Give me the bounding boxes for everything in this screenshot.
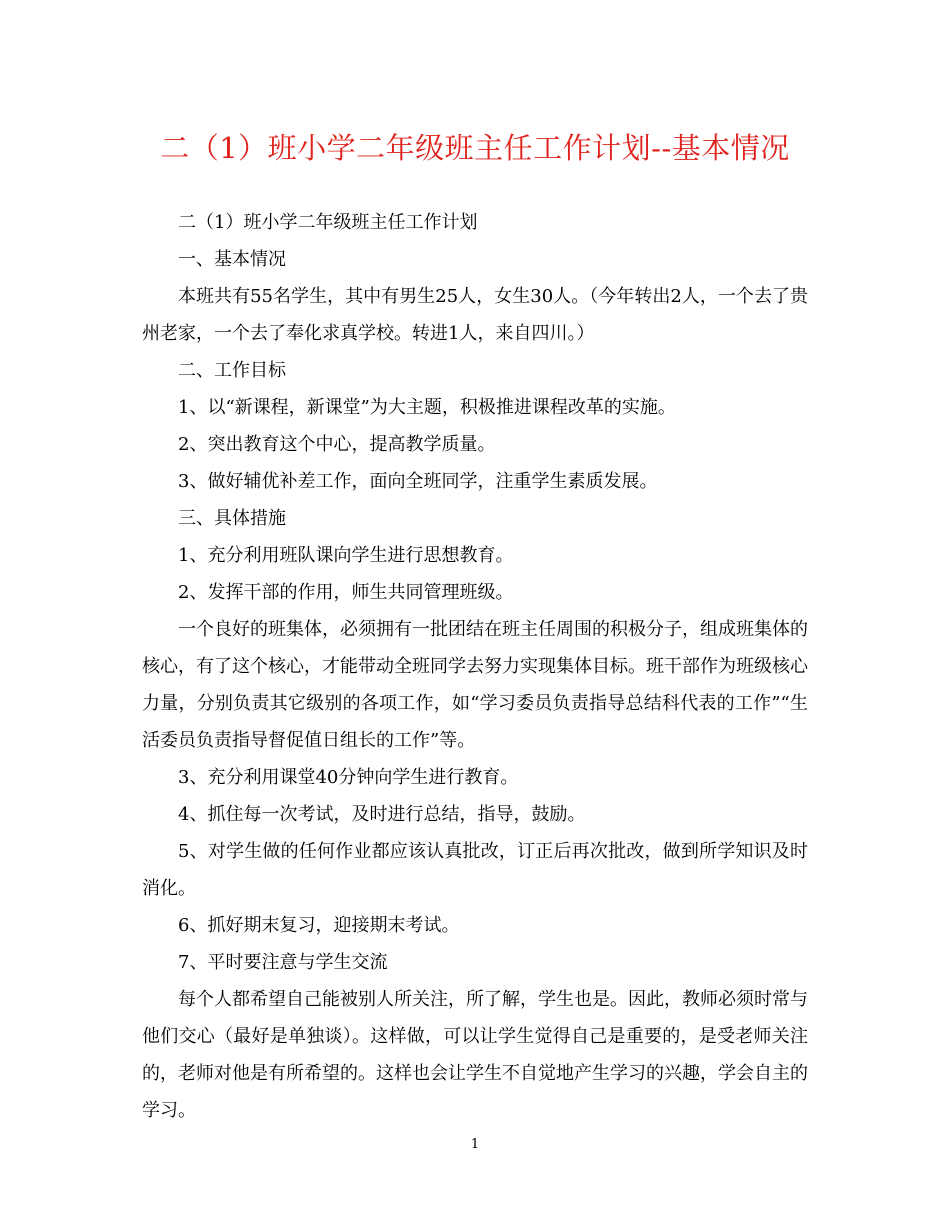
heading-basic-situation: 一、基本情况 — [178, 249, 286, 270]
goal-item-3: 3、做好辅优补差工作，面向全班同学，注重学生素质发展。 — [178, 471, 658, 492]
paragraph-subtitle: 二（1）班小学二年级班主任工作计划 — [178, 212, 478, 233]
paragraph-communication: 每个人都希望自己能被别人所关注，所了解，学生也是。因此，教师必须时常与他们交心（最好是单独谈）。这样做，可以让学生觉得自己是重要的，是受老师关注的，老师对他是有所希望的。这样也会让学生不自觉地产生学习的兴趣，学会自主的学习。 — [142, 989, 808, 1121]
page-number: 1 — [470, 1137, 480, 1152]
measure-item-5: 5、对学生做的任何作业都应该认真批改，订正后再次批改，做到所学知识及时消化。 — [142, 841, 808, 899]
measure-item-6: 6、抓好期末复习，迎接期末考试。 — [178, 915, 460, 936]
heading-specific-measures: 三、具体措施 — [178, 508, 286, 529]
paragraph-class-info: 本班共有55名学生，其中有男生25人，女生30人。（今年转出2人，一个去了贵州老家，一个去了奉化求真学校。转进1人，来自四川。） — [142, 286, 808, 344]
heading-work-goals: 二、工作目标 — [178, 360, 286, 381]
goal-item-2: 2、突出教育这个中心，提高教学质量。 — [178, 434, 496, 455]
document-body — [142, 204, 808, 1129]
paragraph-class-cadre: 一个良好的班集体，必须拥有一批团结在班主任周围的积极分子，组成班集体的核心，有了这个核心，才能带动全班同学去努力实现集体目标。班干部作为班级核心力量，分别负责其它级别的各项工作，如“学习委员负责指导总结科代表的工作”“生活委员负责指导督促值日组长的工作”等。 — [142, 619, 808, 751]
measure-item-3: 3、充分利用课堂40分钟向学生进行教育。 — [178, 767, 519, 788]
measure-item-4: 4、抓住每一次考试，及时进行总结，指导，鼓励。 — [178, 804, 586, 825]
measure-item-1: 1、充分利用班队课向学生进行思想教育。 — [178, 545, 514, 566]
measure-item-2: 2、发挥干部的作用，师生共同管理班级。 — [178, 582, 514, 603]
measure-item-7: 7、平时要注意与学生交流 — [178, 952, 388, 973]
goal-item-1: 1、以“新课程，新课堂”为大主题，积极推进课程改革的实施。 — [178, 397, 676, 418]
document-title: 二（1）班小学二年级班主任工作计划--基本情况 — [160, 131, 790, 165]
